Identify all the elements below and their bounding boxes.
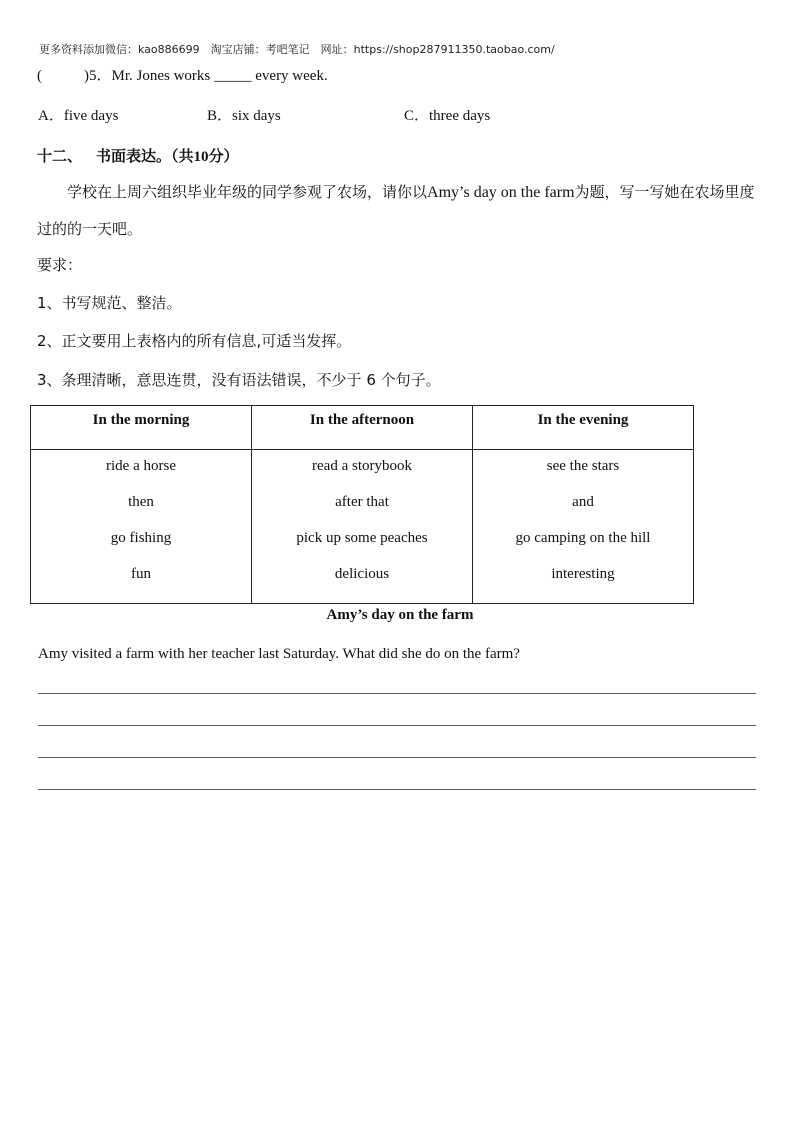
table-header-evening: In the evening (473, 406, 694, 450)
section-title: 书面表达。（共 (96, 147, 194, 165)
option-b-text: six days (232, 108, 281, 124)
table-cell-item: and (572, 494, 594, 510)
table-cell-item: go fishing (110, 530, 172, 546)
writing-line[interactable] (38, 789, 756, 790)
table-cell-evening (473, 450, 694, 604)
table-cell-item: read a storybook (312, 458, 412, 474)
table-cell-item: delicious (334, 566, 390, 582)
table-header-morning: In the morning (31, 406, 252, 450)
table-cell-item: after that (335, 494, 389, 510)
writing-prompt (37, 174, 759, 247)
option-c-letter: C． (404, 108, 430, 124)
writing-line[interactable] (38, 725, 756, 726)
option-b-letter: B． (207, 108, 233, 124)
question-5-text: )5．Mr. Jones works _____ every week. (84, 68, 328, 84)
option-c-text: three days (429, 108, 491, 124)
option-a-text: five days (63, 108, 119, 124)
prompt-title-en: Amy’s day on the farm (427, 184, 575, 201)
table-cell-item: see the stars (546, 458, 620, 474)
table-cell-morning (31, 450, 252, 604)
section-unit: 分） (208, 147, 239, 165)
table-cell-item: ride a horse (106, 458, 176, 474)
requirement-item: 1、书写规范、整洁。 (37, 294, 182, 312)
section-points: 10 (193, 149, 209, 165)
requirement-item: 3、条理清晰，意思连贯，没有语法错误，不少于 6 个句子。 (37, 371, 441, 389)
section-number: 十二、 (37, 147, 83, 165)
table-cell-item: interesting (551, 566, 615, 582)
table-cell-item: fun (131, 566, 151, 582)
option-a (38, 104, 118, 125)
question-5 (37, 64, 328, 85)
table-cell-afternoon (252, 450, 473, 604)
section-heading (37, 145, 239, 166)
writing-line[interactable] (38, 757, 756, 758)
table-cell-item: then (128, 494, 154, 510)
answer-paren-open: ( (37, 68, 42, 84)
essay-intro: Amy visited a farm with her teacher last Saturday. What did she do on the farm? (38, 646, 520, 662)
table-cell-item: pick up some peaches (296, 530, 428, 546)
table-row (31, 450, 694, 604)
option-a-letter: A． (38, 108, 64, 124)
prompt-part2: 为题，写一写她在农场里度过的的一天吧。 (37, 183, 755, 238)
essay-title: Amy’s day on the farm (326, 607, 474, 623)
requirements-label: 要求： (37, 256, 83, 274)
info-table (30, 405, 694, 604)
table-header-row (31, 406, 694, 450)
page-header: 更多资料添加微信：kao886699 淘宝店铺：考吧笔记 网址：https://shop287911350.taobao.com/ (39, 43, 555, 56)
table-header-afternoon: In the afternoon (252, 406, 473, 450)
writing-line[interactable] (38, 693, 756, 694)
option-c (404, 104, 490, 125)
option-b (207, 104, 281, 125)
requirement-item: 2、正文要用上表格内的所有信息,可适当发挥。 (37, 332, 352, 350)
prompt-part1: 学校在上周六组织毕业年级的同学参观了农场，请你以 (67, 183, 428, 201)
table-cell-item: go camping on the hill (515, 530, 651, 546)
